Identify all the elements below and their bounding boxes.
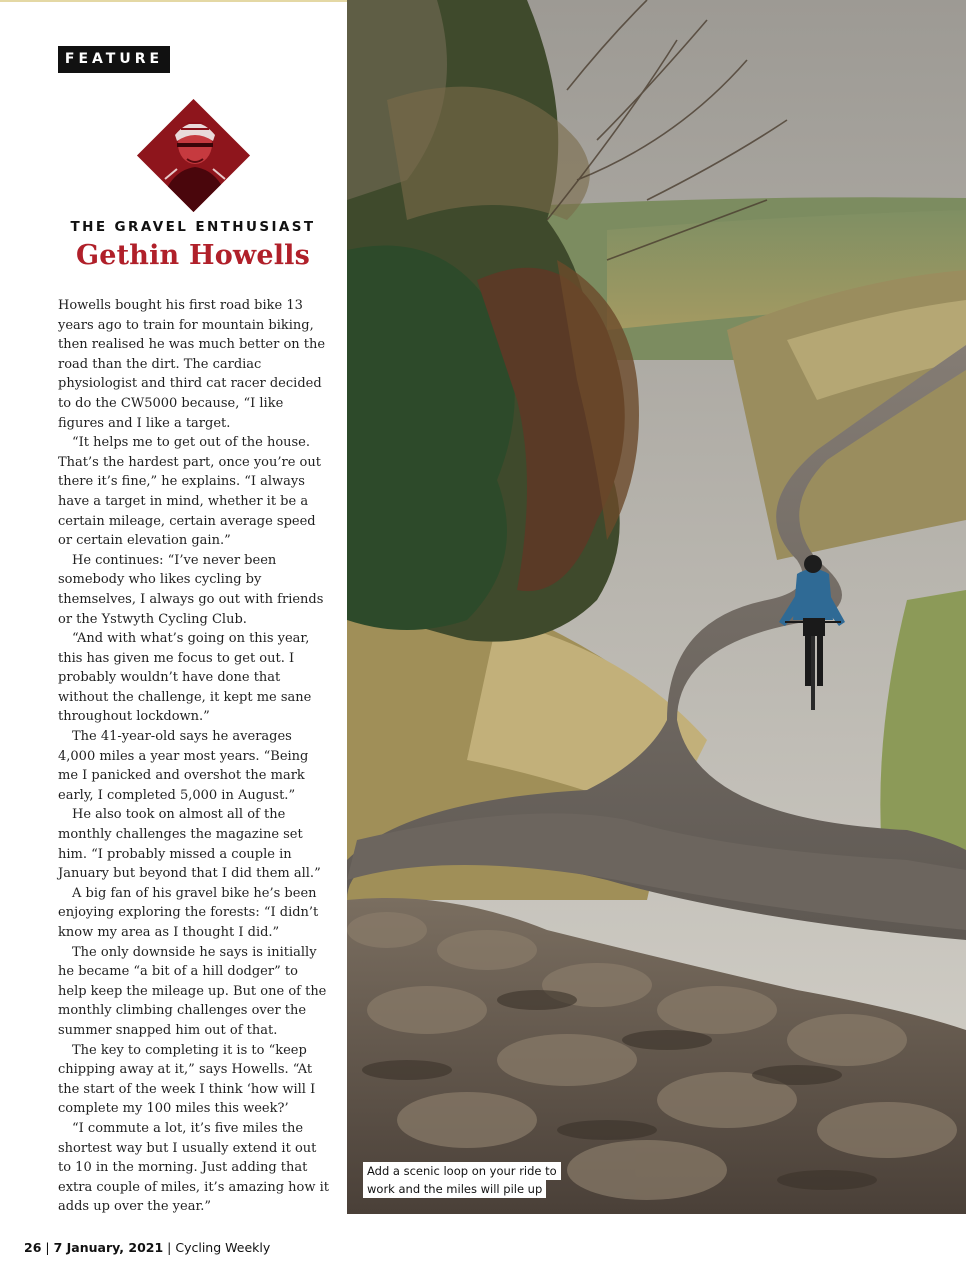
headline: Gethin Howells <box>75 240 311 271</box>
paragraph: “I commute a lot, it’s five miles the shortest way but I usually extend it out to 10 in the morning. Just adding that extra couple of miles, it’s amazing how it adds up over the year.” <box>58 1120 329 1215</box>
photo-caption <box>363 1162 561 1198</box>
issue-date: 7 January, 2021 <box>53 1240 164 1255</box>
section-tag: FEATURE <box>58 46 170 73</box>
caption-line: Add a scenic loop on your ride to <box>363 1162 561 1180</box>
page-footer: 26 | 7 January, 2021 | Cycling Weekly <box>24 1240 271 1255</box>
paragraph: “It helps me to get out of the house. That’s the hardest part, once you’re out there it’s fine,” he explains. “I always have a target in mind, whether it be a certain mileage, certain average speed or certain elevation gain.” <box>58 435 321 549</box>
caption-line: work and the miles will pile up <box>363 1180 546 1198</box>
paragraph: A big fan of his gravel bike he’s been enjoying exploring the forests: “I didn’t know my area as I thought I did.” <box>58 885 319 940</box>
paragraph: The only downside he says is initially he became “a bit of a hill dodger” to help keep the mileage up. But one of the monthly climbing challenges over the summer snapped him out of that. <box>58 944 327 1038</box>
article-body <box>58 296 330 1217</box>
portrait-diamond <box>137 99 250 212</box>
paragraph: The 41-year-old says he averages 4,000 miles a year most years. “Being me I panicked and overshot the mark early, I completed 5,000 in August.” <box>58 729 309 803</box>
paragraph: He continues: “I’ve never been somebody who likes cycling by themselves, I always go out with friends or the Ystwyth Cycling Club. <box>58 552 324 627</box>
paragraph: Howells bought his first road bike 13 years ago to train for mountain biking, then realised he was much better on the road than the dirt. The cardiac physiologist and third cat racer decided to do the CW5000 because, “I like figures and I like a target. <box>58 298 326 431</box>
paragraph: He also took on almost all of the monthly challenges the magazine set him. “I probably missed a couple in January but beyond that I did them all.” <box>58 807 321 882</box>
kicker: THE GRAVEL ENTHUSIAST <box>70 219 316 235</box>
magazine-name: Cycling Weekly <box>175 1240 271 1255</box>
page-number: 26 <box>24 1240 42 1255</box>
paragraph: “And with what’s going on this year, this has given me focus to get out. I probably wouldn’t have done that without the challenge, it kept me sane throughout lockdown.” <box>58 631 312 725</box>
cyclist-photo <box>347 0 966 1214</box>
paragraph: The key to completing it is to “keep chipping away at it,” says Howells. “At the start of the week I think ‘how will I complete my 100 miles this week?’ <box>58 1042 316 1117</box>
